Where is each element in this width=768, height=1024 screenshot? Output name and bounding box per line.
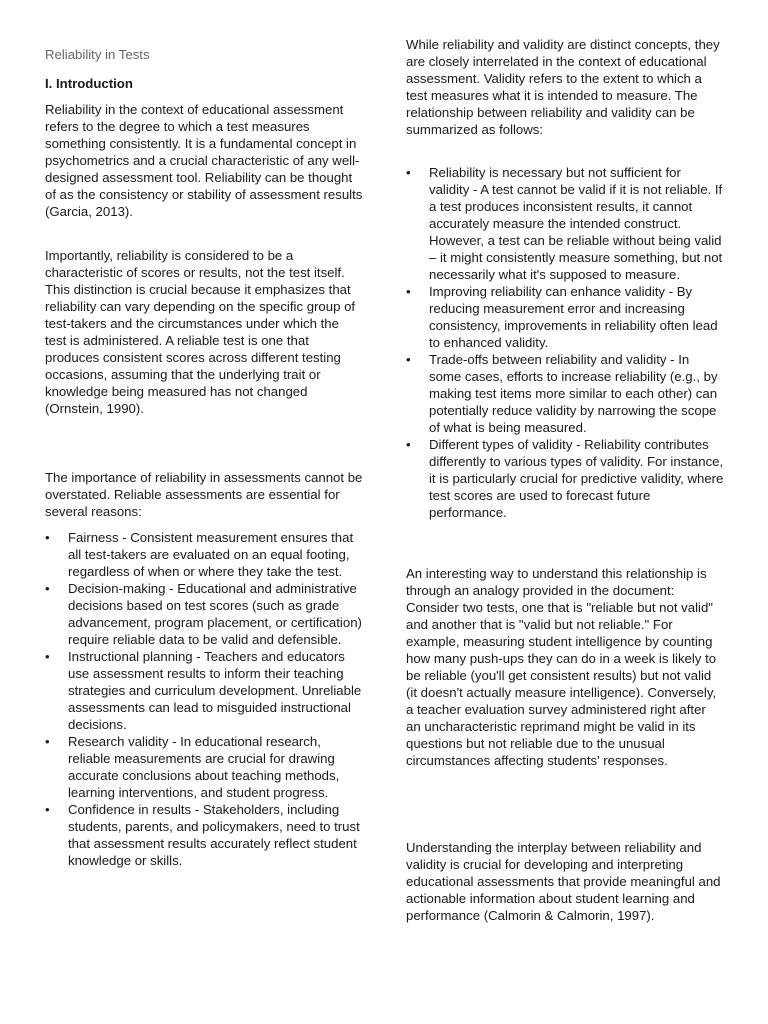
list-item [406,351,724,436]
list-item-text: Trade-offs between reliability and validity - In some cases, efforts to increase reliability (e.g., by making test items more similar to each other) can potentially reduce validity by narrowing the scope of what is being measured. [429,352,718,435]
list-item-text: Different types of validity - Reliability contributes differently to various types of validity. For instance, it is particularly crucial for predictive validity, where test scores are used to forecast future performance. [429,437,724,520]
list-item [406,436,724,521]
bullet-icon: • [45,802,50,817]
list-item [45,648,363,733]
bullet-icon: • [45,530,50,545]
list-item [45,733,363,801]
list-item-text: Decision-making - Educational and administrative decisions based on test scores (such as grade advancement, program placement, or certification) require reliable data to be valid and defensible. [68,581,362,647]
bullet-icon: • [45,581,50,596]
bullet-icon: • [45,649,50,664]
bullet-icon: • [45,734,50,749]
list-item-text: Improving reliability can enhance validity - By reducing measurement error and increasing consistency, improvements in reliability often lead to enhanced validity. [429,284,718,350]
list-item [406,283,724,351]
right-paragraph-1: While reliability and validity are distinct concepts, they are closely interrelated in the context of educational assessment. Validity refers to the extent to which a test measures what it is intended to measure. The relationship between reliability and validity can be summarized as follows: [406,37,720,137]
list-item-text: Confidence in results - Stakeholders, including students, parents, and policymakers, need to trust that assessment results accurately reflect student knowledge or skills. [68,802,360,868]
list-item-text: Research validity - In educational research, reliable measurements are crucial for drawing accurate conclusions about teaching methods, learning interventions, and student progress. [68,734,340,800]
list-item-text: Instructional planning - Teachers and educators use assessment results to inform their teaching strategies and curriculum development. Unreliable assessments can lead to misguided instructional decisions. [68,649,362,732]
bullet-icon: • [406,284,411,299]
bullet-icon: • [406,437,411,452]
right-bullet-list [406,164,724,521]
list-item [45,580,363,648]
list-item [406,164,724,283]
list-item [45,801,363,869]
running-title: Reliability in Tests [45,47,150,62]
left-paragraph-3: The importance of reliability in assessments cannot be overstated. Reliable assessments are essential for several reasons: [45,470,363,519]
left-paragraph-2: Importantly, reliability is considered to be a characteristic of scores or results, not the test itself. This distinction is crucial because it emphasizes that reliability can vary depending on the specific group of test-takers and the circumstances under which the test is administered. A reliable test is one that produces consistent scores across different testing occasions, assuming that the underlying trait or knowledge being measured has not changed (Ornstein, 1990). [45,248,356,416]
list-item-text: Reliability is necessary but not sufficient for validity - A test cannot be valid if it is not reliable. If a test produces inconsistent results, it cannot accurately measure the intended construct. However, a test can be reliable without being valid – it might consistently measure something, but not necessarily what it's supposed to measure. [429,165,723,282]
left-paragraph-1: Reliability in the context of educational assessment refers to the degree to which a test measures something consistently. It is a fundamental concept in psychometrics and a crucial characteristic of any well-designed assessment tool. Reliability can be thought of as the consistency or stability of assessment results (Garcia, 2013). [45,102,363,219]
right-paragraph-3: Understanding the interplay between reliability and validity is crucial for developing and interpreting educational assessments that provide meaningful and actionable information about student learning and performance (Calmorin & Calmorin, 1997). [406,840,721,923]
section-heading: I. Introduction [45,76,133,91]
bullet-icon: • [406,352,411,367]
list-item [45,529,363,580]
list-item-text: Fairness - Consistent measurement ensures that all test-takers are evaluated on an equal footing, regardless of when or where they take the test. [68,530,354,579]
right-paragraph-2: An interesting way to understand this relationship is through an analogy provided in the document: Consider two tests, one that is "reliable but not valid" and another that is "valid but not reliable." For example, measuring student intelligence by counting how many push-ups they can do in a week is likely to be reliable (you'll get consistent results) but not valid (it doesn't actually measure intelligence). Conversely, a teacher evaluation survey administered right after an uncharacteristic reprimand might be valid in its questions but not reliable due to the unusual circumstances affecting students' responses. [406,566,717,768]
bullet-icon: • [406,165,411,180]
left-bullet-list [45,529,363,869]
